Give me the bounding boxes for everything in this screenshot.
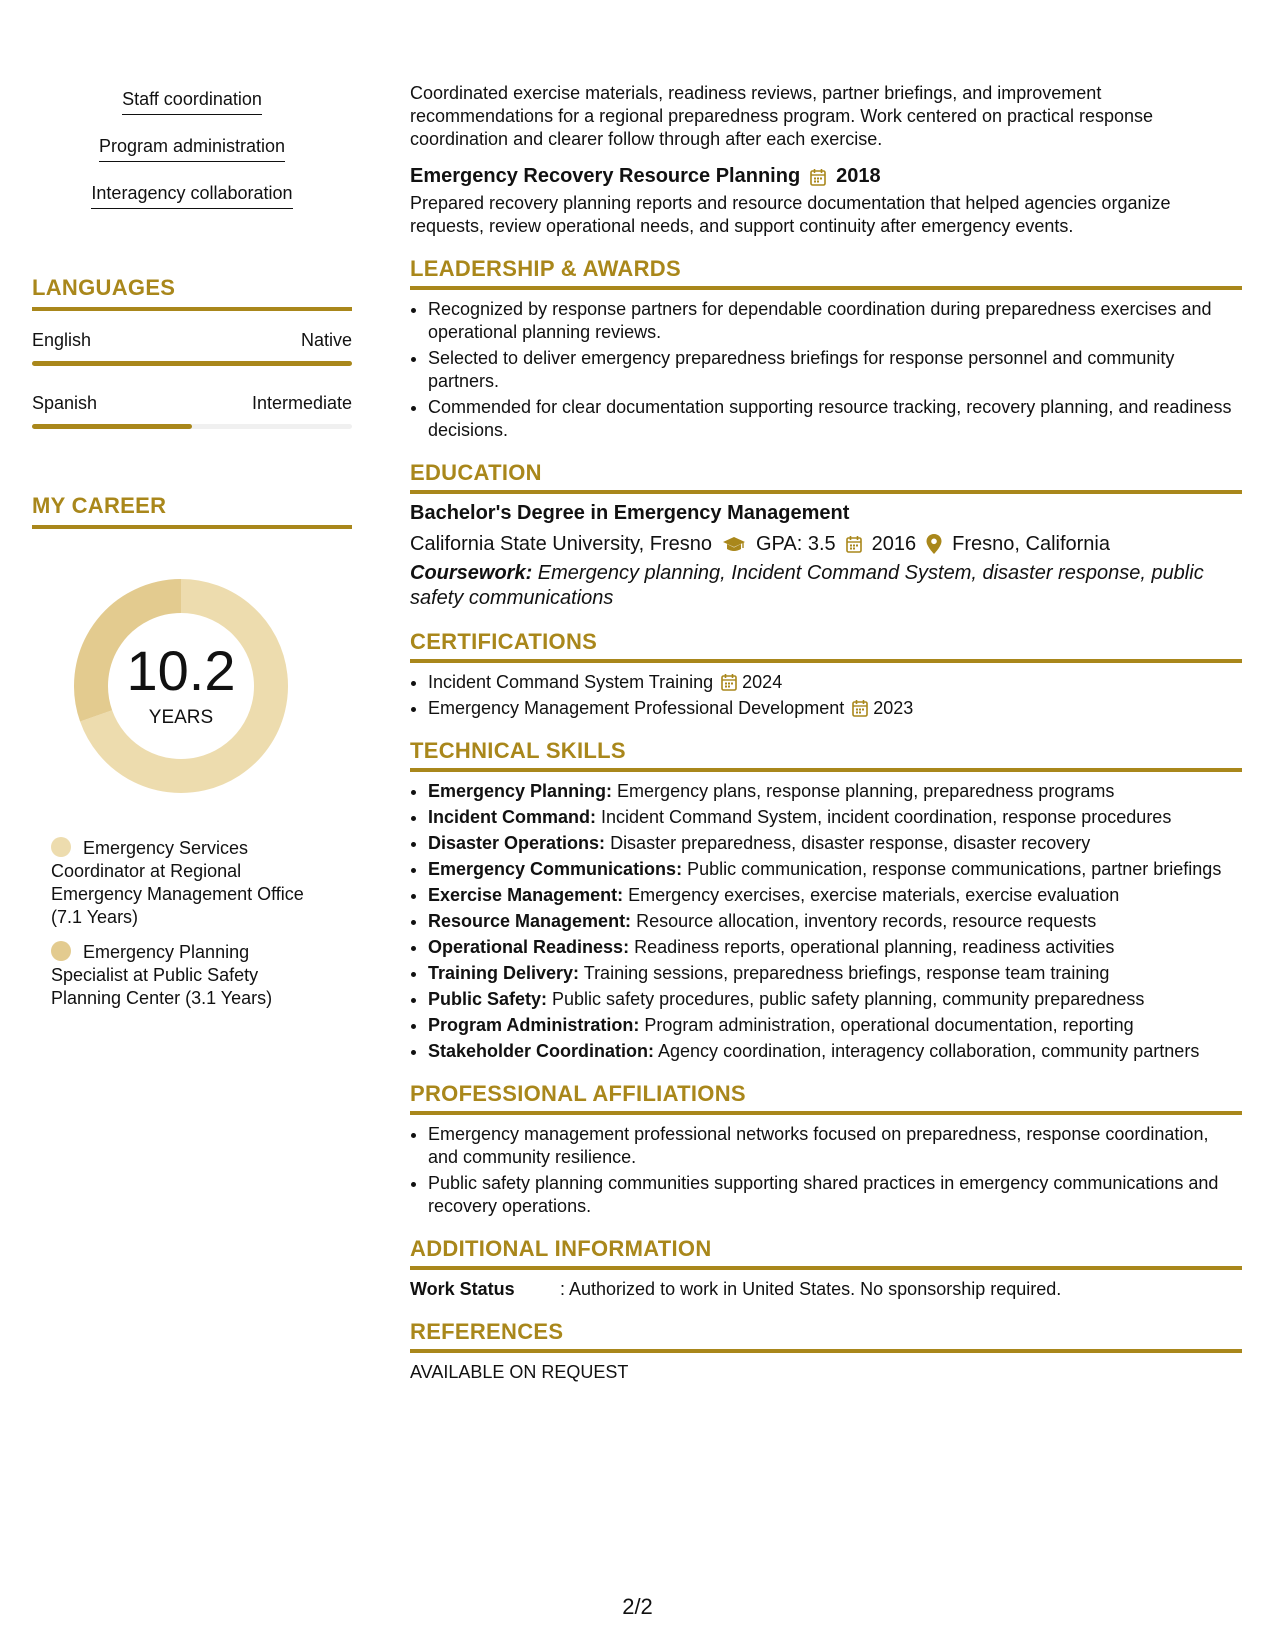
career-donut-chart <box>66 571 296 801</box>
skill-text: Public safety procedures, public safety planning, community preparedness <box>547 989 1145 1009</box>
skill-text: Incident Command System, incident coordination, response procedures <box>596 807 1172 827</box>
page-number: 2/2 <box>622 1594 653 1619</box>
career-legend-item <box>51 837 331 929</box>
calendar-icon <box>846 535 862 553</box>
certifications-list <box>410 671 1242 720</box>
calendar-icon <box>852 699 868 717</box>
language-bar <box>32 424 352 429</box>
education-location: Fresno, California <box>952 533 1110 555</box>
project-title-row <box>410 165 1242 188</box>
skill-label: Public Safety: <box>428 989 548 1009</box>
coursework-label: Coursework: <box>410 562 533 584</box>
list-item: • Emergency management professional networks focused on preparedness, response coordination, and community resilience. <box>428 1123 1242 1169</box>
technical-skills-list <box>410 780 1242 1063</box>
legend-dot-icon <box>51 941 71 961</box>
list-item <box>428 884 1242 907</box>
education-details <box>410 531 1242 557</box>
list-item <box>428 806 1242 829</box>
project-description: Prepared recovery planning reports and resource documentation that helped agencies organize requests, review operational needs, and support continuity after emergency events. <box>410 193 1171 236</box>
certification-year: 2023 <box>873 698 914 718</box>
list-item <box>428 936 1242 959</box>
skill-text: Emergency plans, response planning, preparedness programs <box>612 781 1115 801</box>
skill-label: Resource Management: <box>428 911 632 931</box>
list-item <box>428 671 1242 694</box>
career-legend-label: Emergency Planning Specialist at Public Safety Planning Center (3.1 Years) <box>51 942 273 1008</box>
list-item: • Recognized by response partners for dependable coordination during preparedness exercises and operational planning reviews. <box>428 298 1242 344</box>
education-year: 2016 <box>871 533 917 555</box>
project-year: 2018 <box>836 165 881 187</box>
skill-label: Training Delivery: <box>428 963 580 983</box>
skill-item: Staff coordination <box>122 88 262 115</box>
certification-name: Incident Command System Training <box>428 672 714 692</box>
skill-label: Program Administration: <box>428 1015 640 1035</box>
location-pin-icon <box>926 534 942 554</box>
skill-text: Program administration, operational documentation, reporting <box>639 1015 1134 1035</box>
skill-text: Disaster preparedness, disaster response, disaster recovery <box>605 833 1091 853</box>
references-heading: REFERENCES <box>410 1319 1242 1353</box>
list-item <box>428 697 1242 720</box>
language-level: Intermediate <box>251 393 352 413</box>
main-content <box>410 82 1242 1384</box>
skill-text: Readiness reports, operational planning, readiness activities <box>629 937 1115 957</box>
graduation-cap-icon <box>722 535 746 553</box>
work-status-label: Work Status <box>410 1279 515 1299</box>
list-item <box>428 858 1242 881</box>
list-item: • Selected to deliver emergency preparedness briefings for response personnel and community partners. <box>428 347 1242 393</box>
awards-heading: LEADERSHIP & AWARDS <box>410 256 1242 290</box>
work-status-row <box>410 1278 1242 1301</box>
skill-label: Stakeholder Coordination: <box>428 1041 655 1061</box>
career-legend-item <box>51 941 331 1010</box>
language-name: Spanish <box>32 393 98 413</box>
language-bar <box>32 361 352 366</box>
work-status-value: : Authorized to work in United States. No sponsorship required. <box>560 1279 1062 1299</box>
list-item <box>428 910 1242 933</box>
calendar-icon <box>721 673 737 691</box>
awards-list <box>410 298 1242 442</box>
certification-name: Emergency Management Professional Development <box>428 698 845 718</box>
skill-label: Operational Readiness: <box>428 937 630 957</box>
language-name: English <box>32 330 92 350</box>
education-school: California State University, Fresno <box>410 533 712 555</box>
list-item <box>428 988 1242 1011</box>
legend-dot-icon <box>51 837 71 857</box>
list-item <box>428 1040 1242 1063</box>
experience-description: Coordinated exercise materials, readiness reviews, partner briefings, and improvement recommendations for a regional preparedness program. Work centered on practical response coordination and clearer follow through after each exercise. <box>410 83 1154 149</box>
list-item <box>428 962 1242 985</box>
skill-item: Program administration <box>99 135 285 162</box>
certification-year: 2024 <box>742 672 783 692</box>
language-level: Native <box>300 330 352 350</box>
certifications-heading: CERTIFICATIONS <box>410 629 1242 663</box>
list-item <box>428 1014 1242 1037</box>
career-total-value: 10.2 <box>126 639 236 702</box>
career-legend-label: Emergency Services Coordinator at Regional Emergency Management Office (7.1 Years) <box>51 838 304 927</box>
sidebar <box>32 82 352 1022</box>
skill-text: Public communication, response communications, partner briefings <box>682 859 1222 879</box>
technical-skills-heading: TECHNICAL SKILLS <box>410 738 1242 772</box>
skill-text: Resource allocation, inventory records, resource requests <box>631 911 1097 931</box>
skill-text: Emergency exercises, exercise materials, exercise evaluation <box>623 885 1120 905</box>
language-item <box>32 329 352 366</box>
skill-text: Agency coordination, interagency collaboration, community partners <box>654 1041 1200 1061</box>
education-degree: Bachelor's Degree in Emergency Management <box>410 502 850 524</box>
additional-info-heading: ADDITIONAL INFORMATION <box>410 1236 1242 1270</box>
skill-label: Incident Command: <box>428 807 597 827</box>
education-gpa: GPA: 3.5 <box>755 533 836 555</box>
career-legend <box>51 837 331 1010</box>
affiliations-list <box>410 1123 1242 1218</box>
skill-item: Interagency collaboration <box>91 182 292 209</box>
skill-label: Emergency Planning: <box>428 781 613 801</box>
project-title: Emergency Recovery Resource Planning <box>410 165 801 187</box>
coursework-text: Emergency planning, Incident Command System, disaster response, public safety communications <box>410 562 1204 609</box>
skill-label: Emergency Communications: <box>428 859 683 879</box>
education-coursework <box>410 561 1242 611</box>
calendar-icon <box>810 168 826 186</box>
list-item: • Commended for clear documentation supporting resource tracking, recovery planning, and readiness decisions. <box>428 396 1242 442</box>
language-item <box>32 392 352 429</box>
list-item <box>428 780 1242 803</box>
career-heading: MY CAREER <box>32 493 352 529</box>
list-item <box>428 832 1242 855</box>
language-bar-fill <box>32 424 192 429</box>
sidebar-skill-list <box>32 82 352 223</box>
list-item: • Public safety planning communities supporting shared practices in emergency communications and recovery operations. <box>428 1172 1242 1218</box>
skill-text: Training sessions, preparedness briefings, response team training <box>579 963 1110 983</box>
references-text: AVAILABLE ON REQUEST <box>410 1362 629 1382</box>
languages-heading: LANGUAGES <box>32 275 352 311</box>
language-bar-fill <box>32 361 352 366</box>
career-total-unit: YEARS <box>148 707 214 728</box>
skill-label: Exercise Management: <box>428 885 624 905</box>
education-heading: EDUCATION <box>410 460 1242 494</box>
affiliations-heading: PROFESSIONAL AFFILIATIONS <box>410 1081 1242 1115</box>
skill-label: Disaster Operations: <box>428 833 606 853</box>
